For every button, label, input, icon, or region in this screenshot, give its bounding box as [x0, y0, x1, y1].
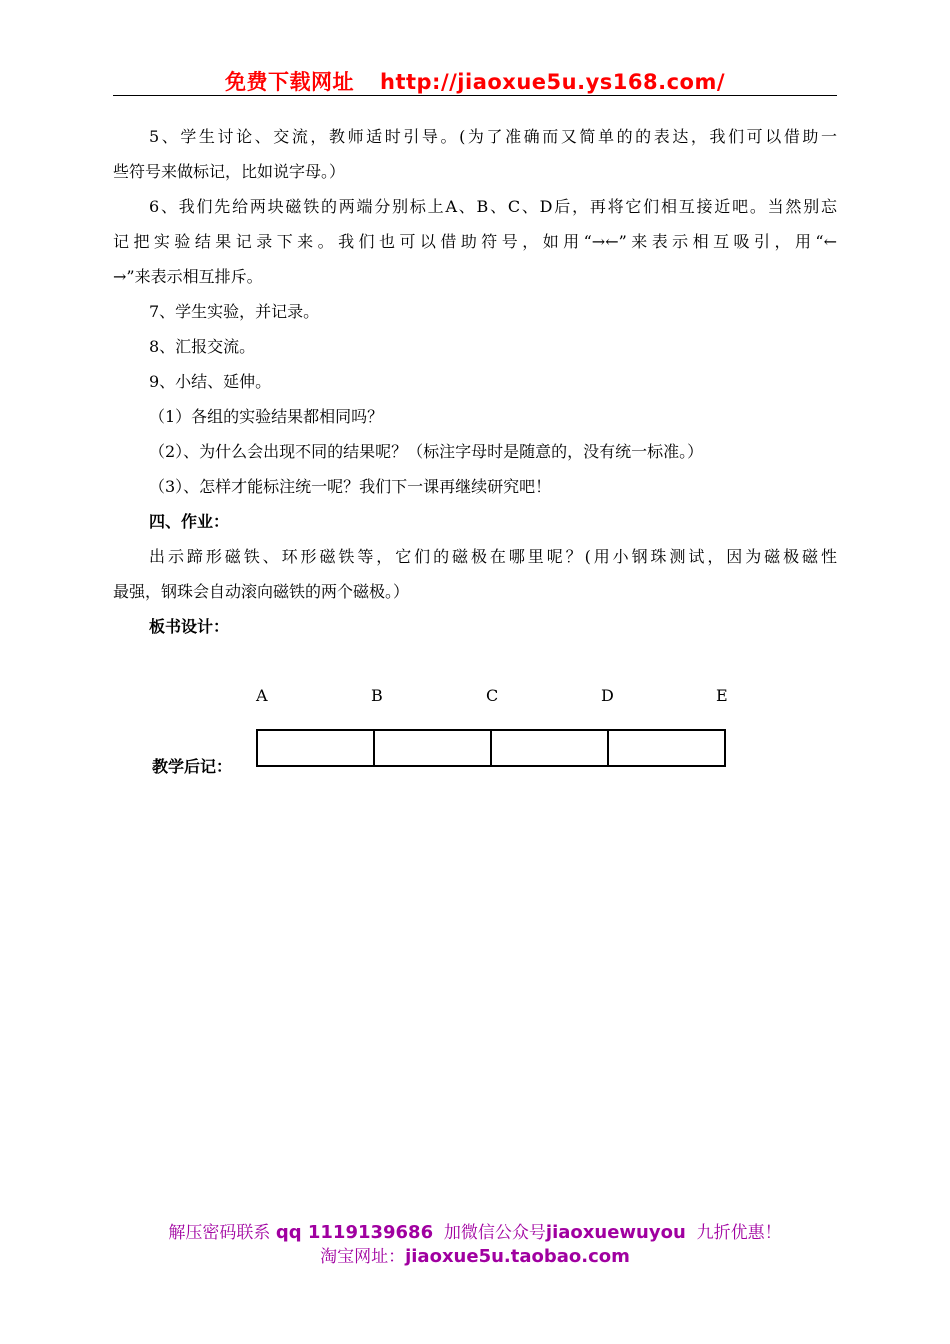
header-divider	[113, 95, 837, 96]
homework-line-1: 出示蹄形磁铁、环形磁铁等，它们的磁极在哪里呢？(用小钢珠测试，因为磁极磁性	[149, 547, 837, 566]
board-cell	[492, 731, 609, 765]
paragraph-5-line-2: 些符号来做标记，比如说字母。）	[113, 162, 346, 181]
footer-taobao-label: 淘宝网址：	[320, 1247, 406, 1267]
board-cell	[375, 731, 492, 765]
board-design-heading: 板书设计：	[149, 617, 230, 636]
page-header	[0, 66, 950, 96]
question-1: （1）各组的实验结果都相同吗？	[149, 407, 384, 426]
footer-qq: qq 1119139686	[275, 1222, 434, 1243]
footer-line-1	[0, 1218, 950, 1243]
paragraph-6-line-3: →”来表示相互排斥。	[113, 267, 263, 286]
teaching-afterword-label: 教学后记：	[152, 757, 233, 776]
header-url-link[interactable]: http://jiaoxue5u.ys168.com/	[380, 70, 725, 94]
footer-password-text: 解压密码联系	[168, 1223, 271, 1243]
paragraph-5-line-1: 5、学生讨论、交流，教师适时引导。(为了准确而又简单的的表达，我们可以借助一	[149, 127, 837, 146]
board-label-a: A	[256, 686, 268, 705]
paragraph-6-line-1: 6、我们先给两块磁铁的两端分别标上A、B、C、D后，再将它们相互接近吧。当然别忘	[149, 197, 837, 216]
footer-wechat-id: jiaoxuewuyou	[545, 1222, 686, 1243]
paragraph-9: 9、小结、延伸。	[149, 372, 272, 391]
header-site-label: 免费下载网址	[225, 70, 354, 94]
board-label-c: C	[486, 686, 499, 705]
paragraph-8: 8、汇报交流。	[149, 337, 256, 356]
document-body	[113, 119, 837, 644]
paragraph-7: 7、学生实验，并记录。	[149, 302, 320, 321]
board-cell	[258, 731, 375, 765]
footer-taobao-link[interactable]: jiaoxue5u.taobao.com	[405, 1246, 630, 1267]
board-label-e: E	[716, 686, 728, 705]
footer-discount-text: 九折优惠！	[696, 1223, 782, 1243]
footer-wechat-text: 加微信公众号	[443, 1223, 546, 1243]
board-cell	[609, 731, 724, 765]
question-3: （3）、怎样才能标注统一呢？我们下一课再继续研究吧！	[149, 477, 552, 496]
board-label-b: B	[371, 686, 383, 705]
homework-line-2: 最强，钢珠会自动滚向磁铁的两个磁极。）	[113, 582, 410, 601]
question-2: （2）、为什么会出现不同的结果呢？（标注字母时是随意的，没有统一标准。）	[149, 442, 704, 461]
board-label-d: D	[601, 686, 614, 705]
board-table	[256, 729, 726, 767]
paragraph-6-line-2: 记把实验结果记录下来。我们也可以借助符号，如用“→←”来表示相互吸引，用“←	[113, 232, 837, 251]
footer-line-2	[0, 1242, 950, 1267]
homework-heading: 四、作业：	[149, 512, 230, 531]
